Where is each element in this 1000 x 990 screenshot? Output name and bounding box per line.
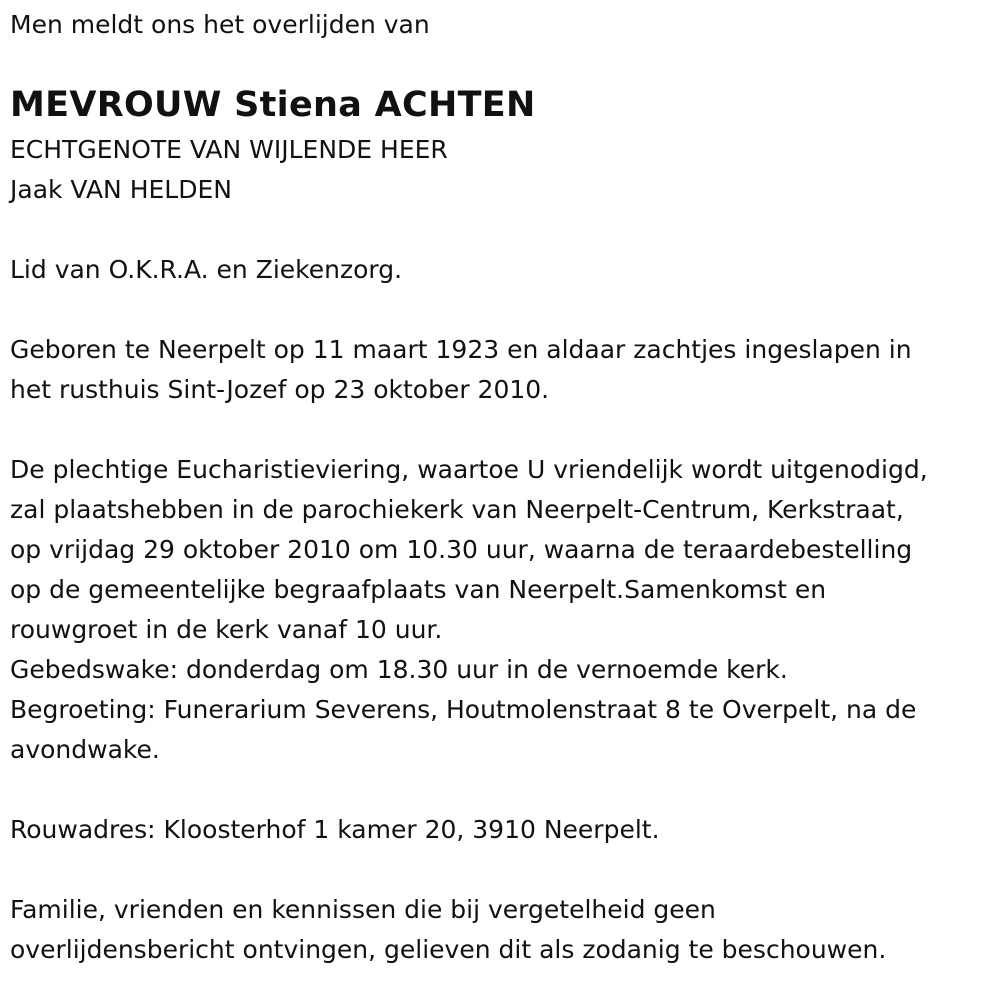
deceased-name: MEVROUW Stiena ACHTEN — [10, 85, 536, 125]
ceremony-line-1: De plechtige Eucharistieviering, waartoe U vriendelijk wordt uitgenodigd, — [10, 455, 928, 484]
intro-text: Men meldt ons het overlijden van — [10, 10, 430, 39]
mourning-address: Rouwadres: Kloosterhof 1 kamer 20, 3910 Neerpelt. — [10, 815, 660, 844]
closing-line-2: overlijdensbericht ontvingen, gelieven dit als zodanig te beschouwen. — [10, 935, 887, 964]
vigil-line: Gebedswake: donderdag om 18.30 uur in de vernoemde kerk. — [10, 655, 788, 684]
birth-line-1: Geboren te Neerpelt op 11 maart 1923 en aldaar zachtjes ingeslapen in — [10, 335, 912, 364]
ceremony-line-4: op de gemeentelijke begraafplaats van Neerpelt.Samenkomst en — [10, 575, 827, 604]
spacer — [10, 850, 990, 890]
spacer — [10, 210, 990, 250]
spacer — [10, 770, 990, 810]
ceremony-line-2: zal plaatshebben in de parochiekerk van Neerpelt-Centrum, Kerkstraat, — [10, 495, 904, 524]
spacer — [10, 410, 990, 450]
greeting-line-1: Begroeting: Funerarium Severens, Houtmolenstraat 8 te Overpelt, na de — [10, 695, 917, 724]
spacer — [10, 290, 990, 330]
relation-line-2: Jaak VAN HELDEN — [10, 175, 232, 204]
ceremony-line-5: rouwgroet in de kerk vanaf 10 uur. — [10, 615, 443, 644]
closing-line-1: Familie, vrienden en kennissen die bij vergetelheid geen — [10, 895, 716, 924]
membership-text: Lid van O.K.R.A. en Ziekenzorg. — [10, 255, 403, 284]
birth-line-2: het rusthuis Sint-Jozef op 23 oktober 2010. — [10, 375, 550, 404]
ceremony-line-3: op vrijdag 29 oktober 2010 om 10.30 uur, waarna de teraardebestelling — [10, 535, 913, 564]
greeting-line-2: avondwake. — [10, 735, 160, 764]
relation-line-1: ECHTGENOTE VAN WIJLENDE HEER — [10, 135, 448, 164]
